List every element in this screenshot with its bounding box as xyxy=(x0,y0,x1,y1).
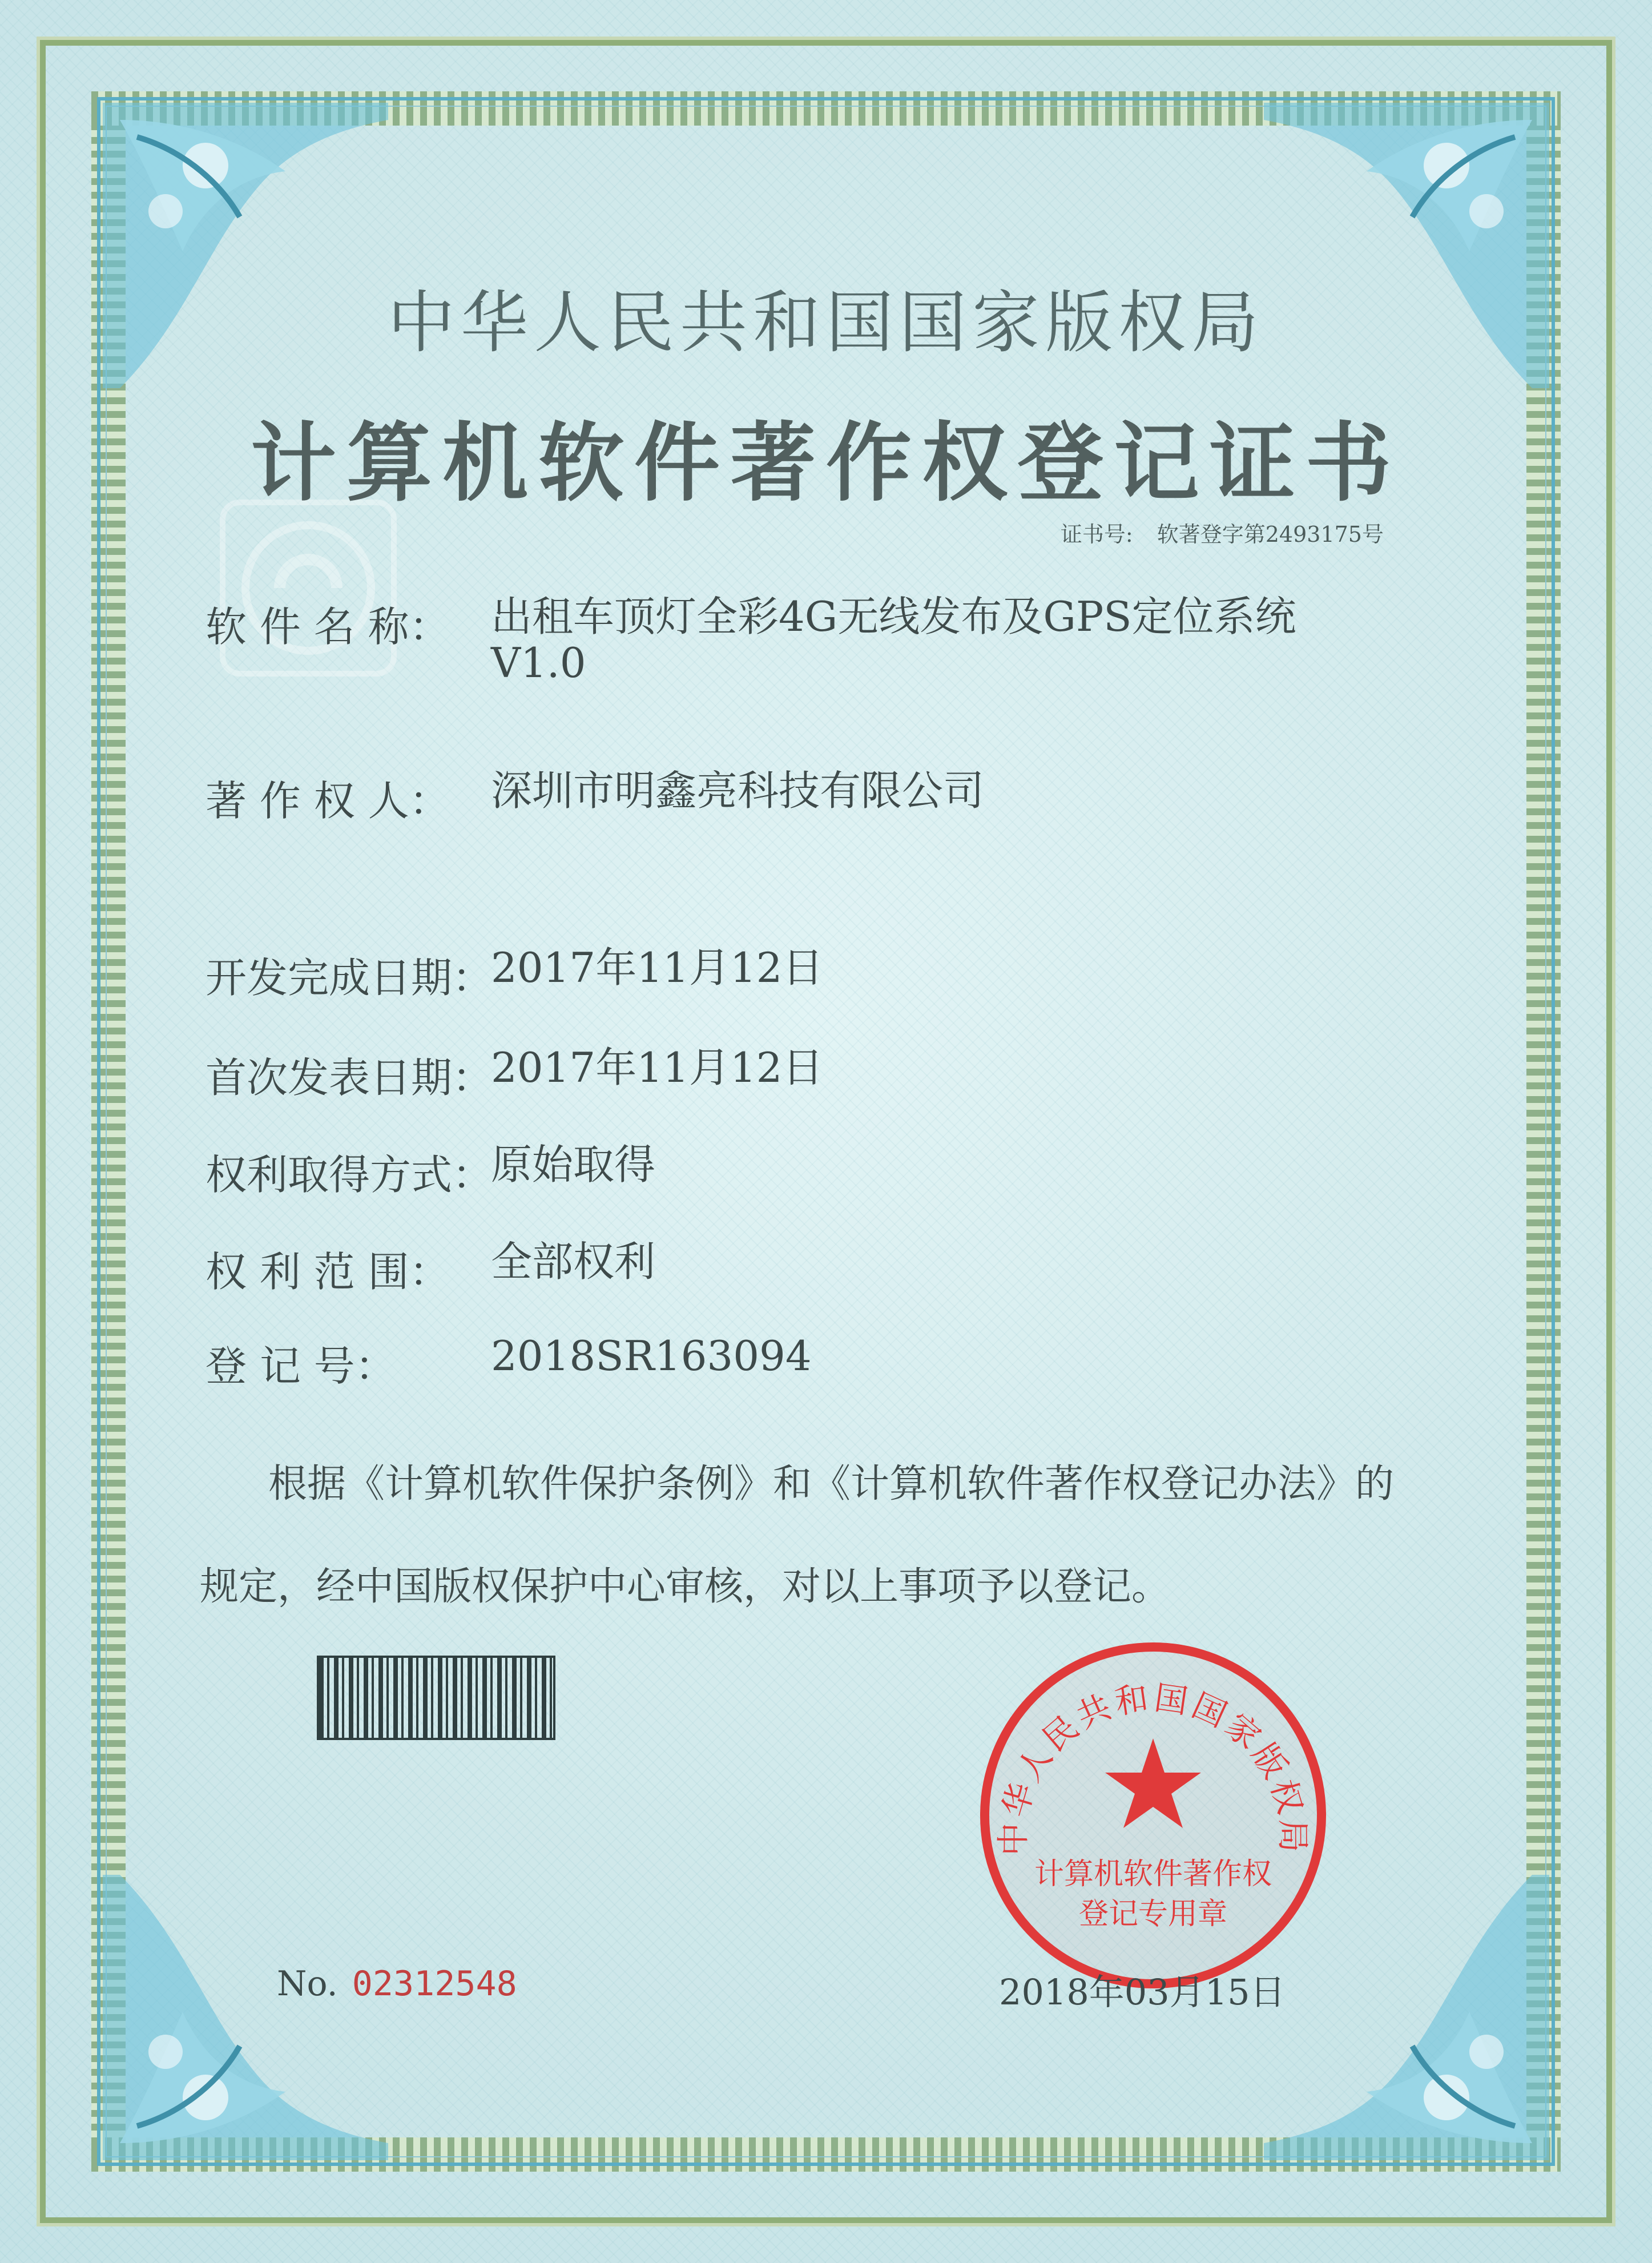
field-label: 登 记 号： xyxy=(206,1342,396,1390)
body-text-line-1: 根据《计算机软件保护条例》和《计算机软件著作权登记办法》的 xyxy=(268,1461,1395,1507)
field-value: 全部权利 xyxy=(491,1238,656,1286)
field-registration-number xyxy=(206,1333,1433,1392)
certificate-title: 计算机软件著作权登记证书 xyxy=(250,413,1401,513)
official-seal xyxy=(970,1633,1336,1998)
field-copyright-owner xyxy=(206,768,1433,827)
serial-number xyxy=(277,1964,517,2004)
field-publish-date xyxy=(206,1045,1433,1104)
seal-line-2: 登记专用章 xyxy=(1078,1897,1228,1931)
field-value: 2017年11月12日 xyxy=(491,944,824,992)
body-text-line-2: 规定，经中国版权保护中心审核，对以上事项予以登记。 xyxy=(200,1564,1171,1609)
field-rights-scope xyxy=(206,1239,1433,1298)
serial-number-label: No. xyxy=(277,1964,338,2004)
field-completion-date xyxy=(206,945,1433,1004)
field-acquisition-method xyxy=(206,1142,1433,1201)
issuer-title: 中华人民共和国国家版权局 xyxy=(387,283,1264,362)
serial-number-value: 02312548 xyxy=(352,1964,517,2004)
seal-ring-text: 中华人民共和国国家版权局 xyxy=(993,1678,1313,1856)
corner-ornament-bottom-left xyxy=(97,1869,394,2166)
seal-line-1: 计算机软件著作权 xyxy=(1034,1857,1272,1891)
field-label: 首次发表日期： xyxy=(206,1054,494,1102)
field-value: 2018SR163094 xyxy=(491,1332,812,1380)
field-label: 软 件 名 称： xyxy=(206,603,450,651)
barcode xyxy=(317,1656,555,1740)
field-value: 原始取得 xyxy=(491,1141,656,1189)
certificate-number xyxy=(1061,517,1384,548)
field-label: 著 作 权 人： xyxy=(206,777,450,825)
field-label: 开发完成日期： xyxy=(206,954,494,1002)
field-label: 权 利 范 围： xyxy=(206,1248,450,1296)
certificate-number-value: 软著登字第2493175号 xyxy=(1157,522,1384,547)
issue-date: 2018年03月15日 xyxy=(999,1971,1286,2013)
field-label: 权利取得方式： xyxy=(206,1151,494,1199)
field-software-name xyxy=(206,594,1433,686)
field-value: 深圳市明鑫亮科技有限公司 xyxy=(491,767,985,815)
field-value: 2017年11月12日 xyxy=(491,1044,824,1092)
certificate-number-label: 证书号: xyxy=(1060,522,1133,547)
field-value: 出租车顶灯全彩4G无线发布及GPS定位系统 V1.0 xyxy=(491,593,1296,687)
